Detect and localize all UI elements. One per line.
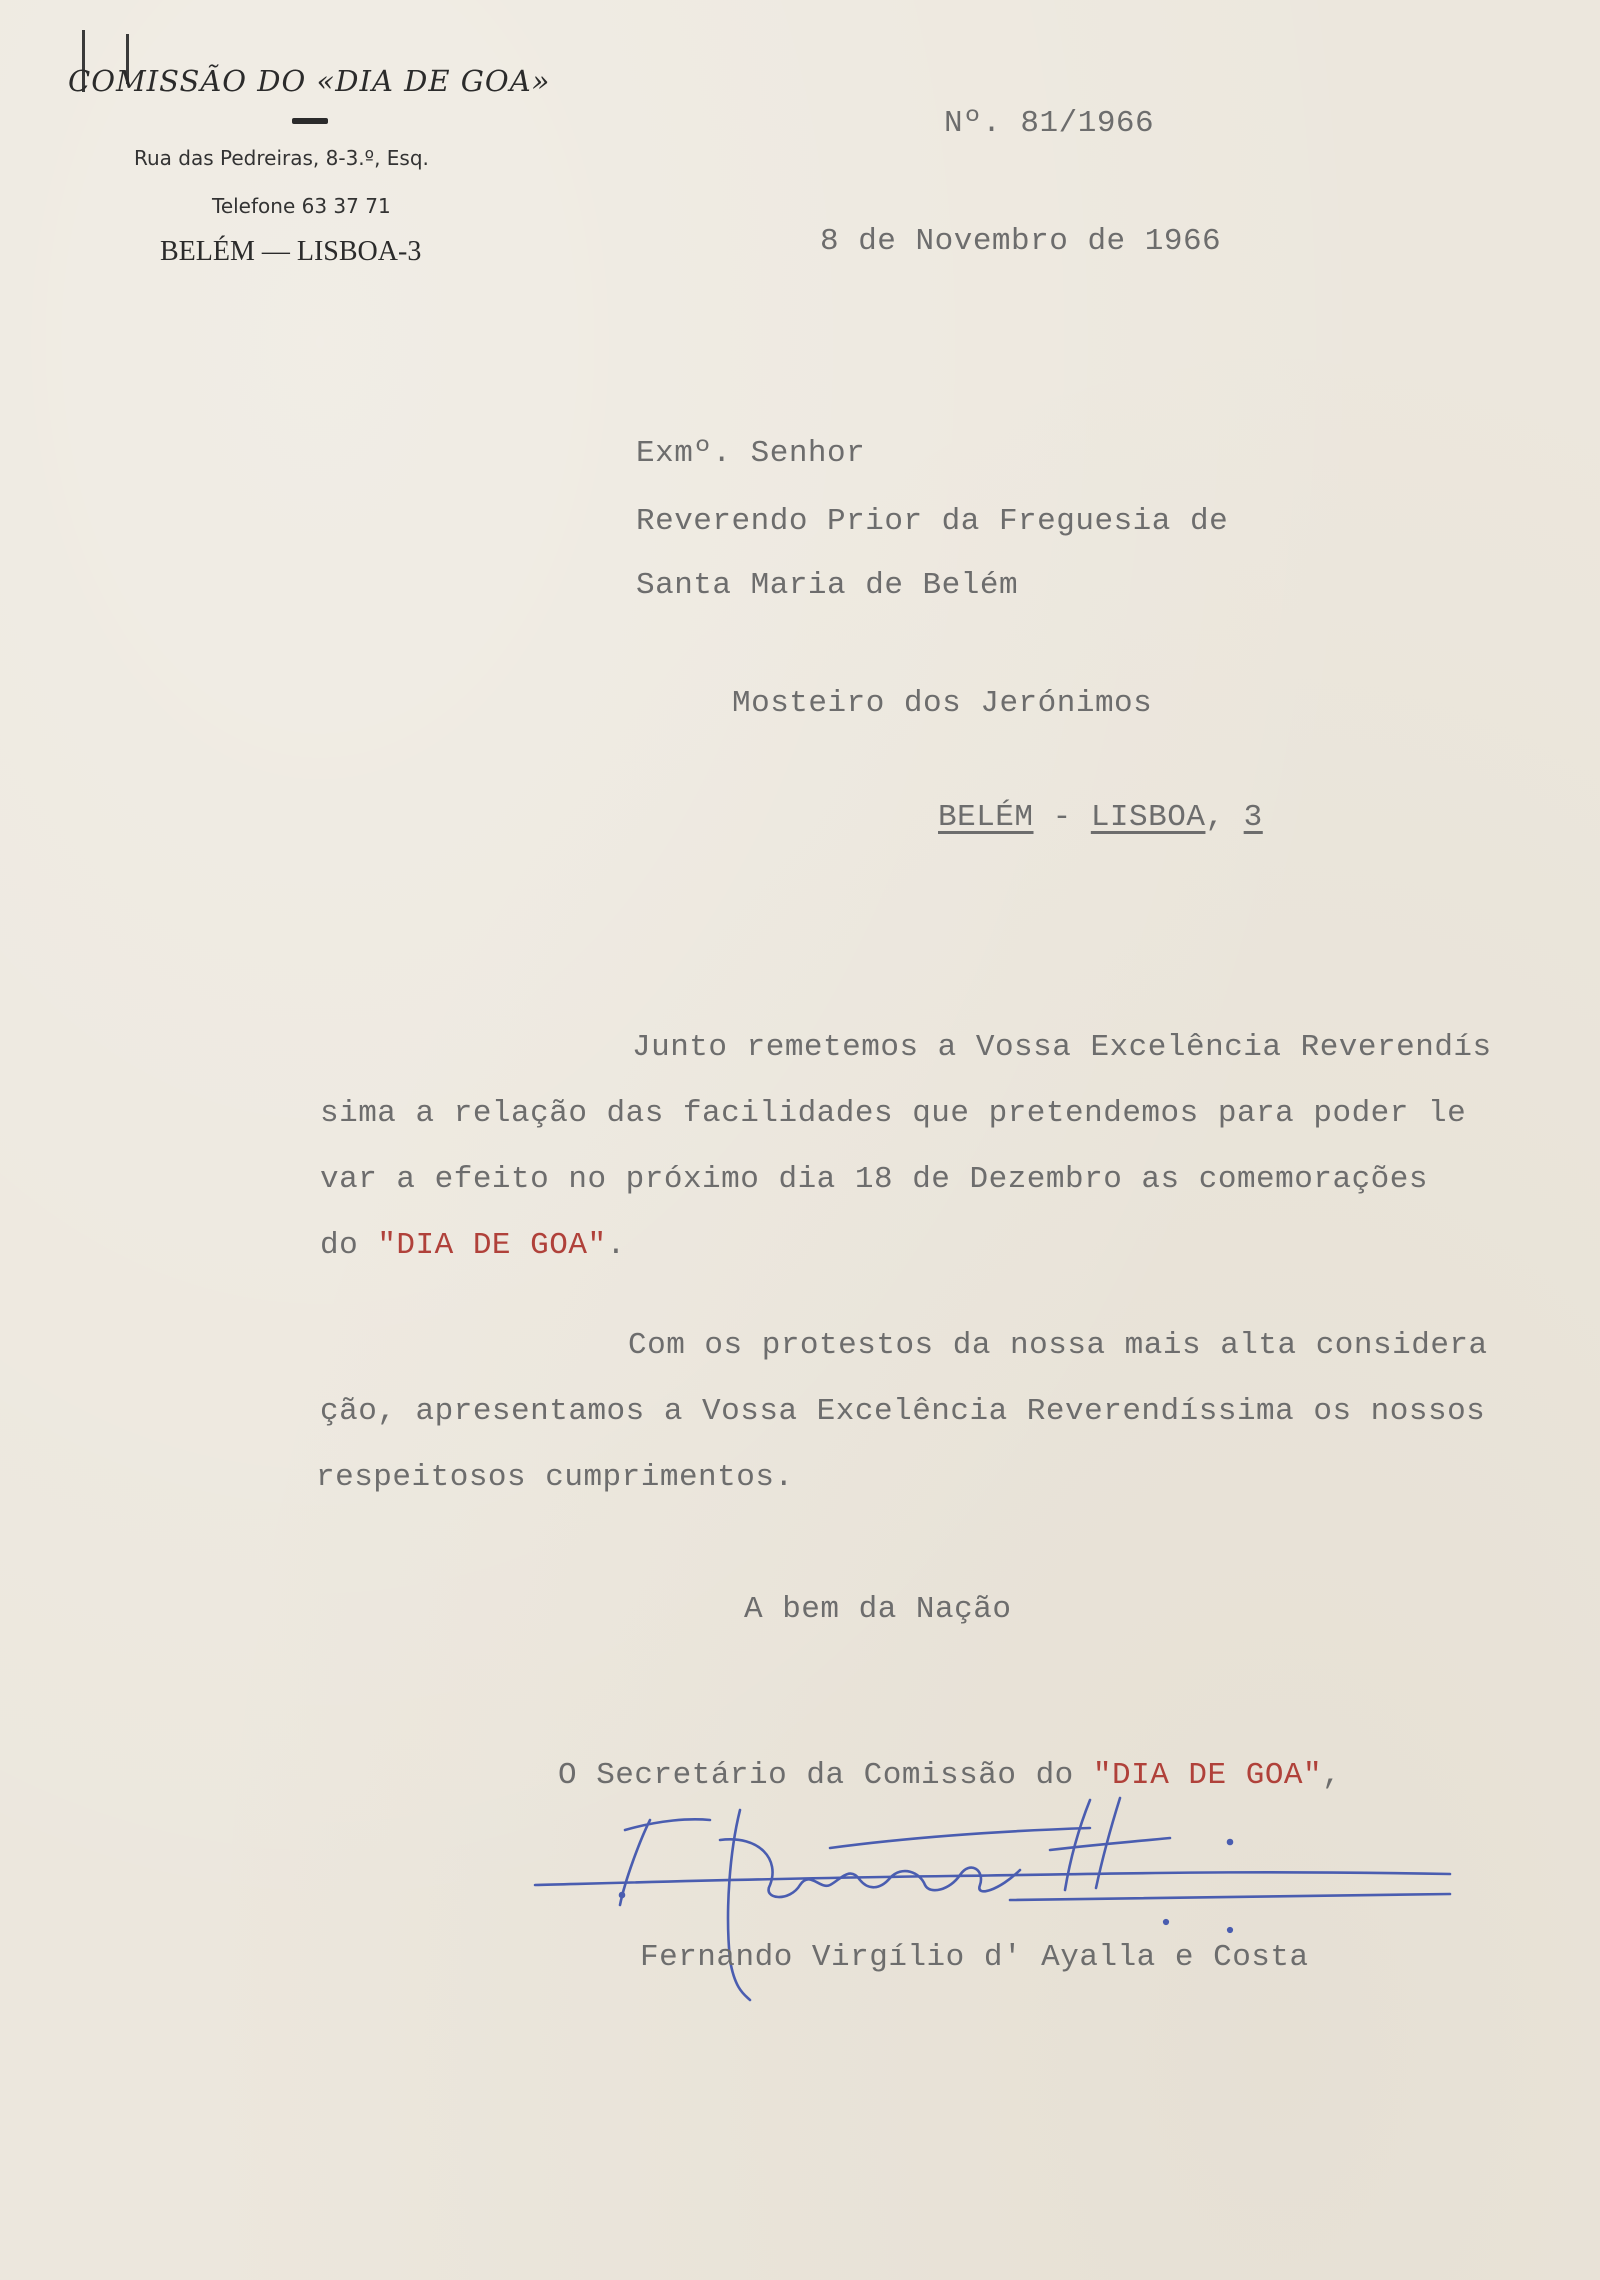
letterhead-address: Rua das Pedreiras, 8-3.º, Esq. (134, 146, 429, 170)
addressee-line-2: Reverendo Prior da Freguesia de (636, 504, 1229, 539)
handwritten-signature (530, 1790, 1460, 2030)
addressee-line-1: Exmº. Senhor (636, 436, 866, 471)
addressee-postal-number: 3 (1243, 800, 1263, 835)
letterhead-city: BELÉM — LISBOA-3 (160, 236, 422, 267)
addressee-place: BELÉM (938, 800, 1034, 835)
secretary-role-quote: "DIA DE GOA" (1092, 1758, 1323, 1793)
letterhead-phone: Telefone 63 37 71 (212, 194, 391, 218)
letterhead-title: COMISSÃO DO «DIA DE GOA» (68, 64, 551, 98)
signer-name: Fernando Virgílio d' Ayalla e Costa (640, 1940, 1309, 1975)
body-paragraph-2-line-3: respeitosos cumprimentos. (316, 1460, 794, 1495)
addressee-comma: , (1205, 800, 1244, 835)
addressee-city: LISBOA (1090, 800, 1206, 835)
body-paragraph-1-line-3: var a efeito no próximo dia 18 de Dezembro as comemorações (320, 1162, 1428, 1197)
addressee-separator: - (1033, 800, 1091, 835)
secretary-role-line (558, 1758, 1341, 1793)
closing-salutation: A bem da Nação (744, 1592, 1012, 1627)
secretary-role-post: , (1322, 1758, 1342, 1793)
body-paragraph-1-line-4 (320, 1228, 626, 1263)
reference-number: Nº. 81/1966 (944, 106, 1155, 141)
body-p1-line4-pre: do (320, 1228, 378, 1263)
addressee-line-3: Santa Maria de Belém (636, 568, 1019, 603)
body-p1-line4-post: . (606, 1228, 626, 1263)
addressee-line-4: Mosteiro dos Jerónimos (732, 686, 1153, 721)
body-paragraph-2-line-1: Com os protestos da nossa mais alta considera (628, 1328, 1488, 1363)
body-p1-quote: "DIA DE GOA" (377, 1228, 607, 1263)
body-paragraph-2-line-2: ção, apresentamos a Vossa Excelência Reverendíssima os nossos (320, 1394, 1486, 1429)
body-paragraph-1-line-2: sima a relação das facilidades que pretendemos para poder le (320, 1096, 1467, 1131)
letterhead-divider (292, 118, 328, 124)
secretary-role-pre: O Secretário da Comissão do (558, 1758, 1093, 1793)
body-paragraph-1-line-1: Junto remetemos a Vossa Excelência Reverendís (632, 1030, 1492, 1065)
letter-date: 8 de Novembro de 1966 (820, 224, 1222, 259)
addressee-city-line (938, 800, 1263, 835)
